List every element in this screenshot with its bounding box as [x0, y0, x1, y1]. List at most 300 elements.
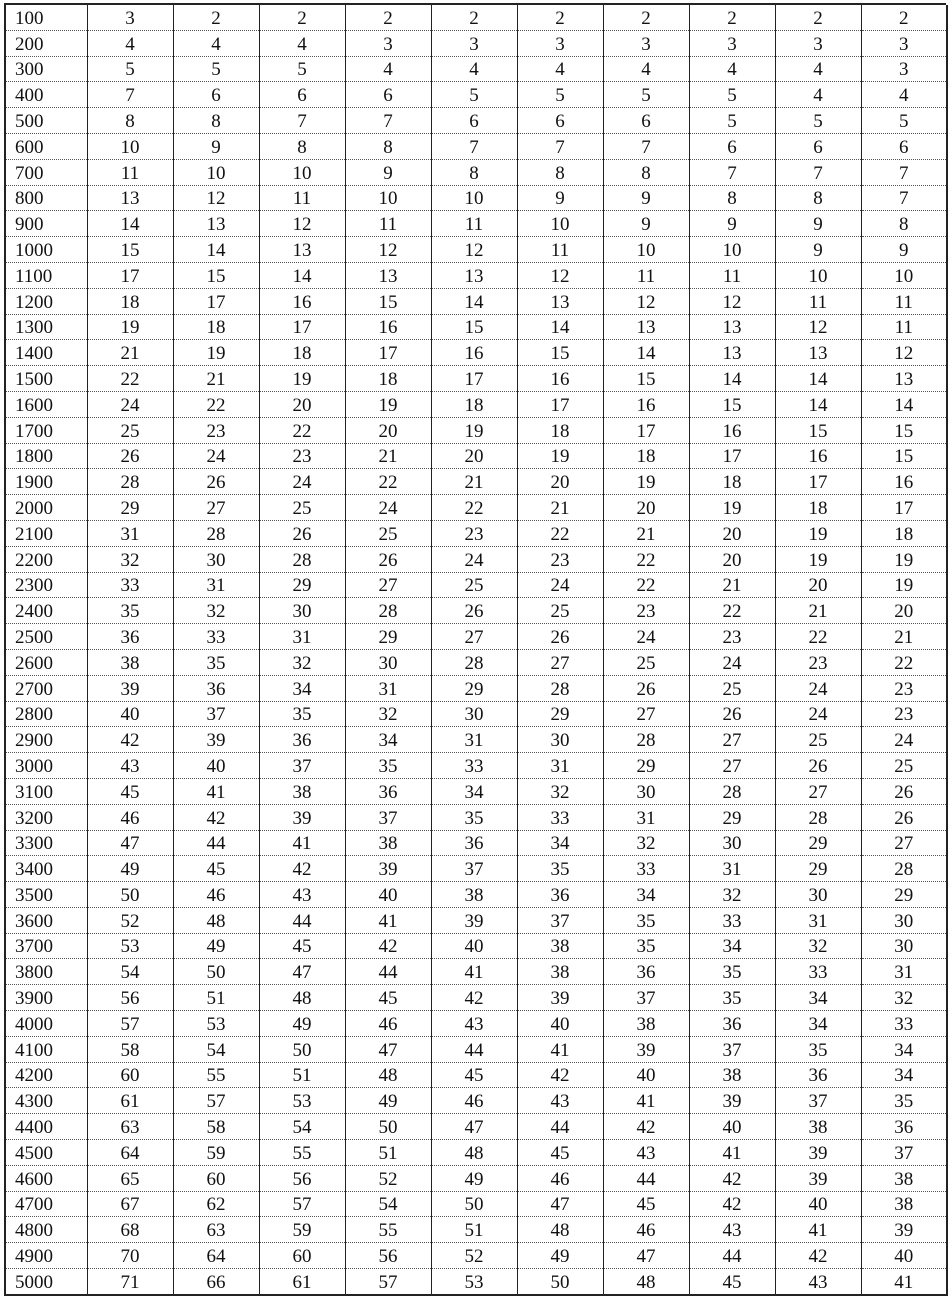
table-cell: 53 [259, 1088, 345, 1114]
table-cell: 13 [861, 366, 947, 392]
table-row [5, 30, 947, 56]
table-cell: 19 [861, 546, 947, 572]
table-cell: 46 [87, 804, 173, 830]
table-cell: 36 [87, 624, 173, 650]
table-cell: 11 [517, 237, 603, 263]
table-cell: 37 [603, 985, 689, 1011]
table-cell: 15 [775, 417, 861, 443]
row-key-cell: 100 [5, 5, 87, 30]
table-cell: 4 [87, 30, 173, 56]
table-cell: 2 [431, 5, 517, 30]
table-cell: 18 [259, 340, 345, 366]
table-cell: 11 [775, 288, 861, 314]
table-cell: 42 [603, 1114, 689, 1140]
table-cell: 34 [861, 1062, 947, 1088]
table-cell: 13 [173, 211, 259, 237]
table-cell: 40 [517, 1011, 603, 1037]
table-cell: 11 [861, 288, 947, 314]
table-cell: 57 [173, 1088, 259, 1114]
table-row [5, 1088, 947, 1114]
table-cell: 12 [689, 288, 775, 314]
table-row [5, 288, 947, 314]
table-cell: 45 [431, 1062, 517, 1088]
table-cell: 23 [775, 649, 861, 675]
table-cell: 17 [861, 495, 947, 521]
table-cell: 45 [517, 1140, 603, 1166]
table-cell: 27 [603, 701, 689, 727]
table-cell: 20 [861, 598, 947, 624]
table-row [5, 340, 947, 366]
table-cell: 27 [173, 495, 259, 521]
table-cell: 22 [603, 572, 689, 598]
table-cell: 6 [775, 133, 861, 159]
table-cell: 13 [259, 237, 345, 263]
table-cell: 7 [87, 82, 173, 108]
table-cell: 31 [861, 959, 947, 985]
table-cell: 49 [87, 856, 173, 882]
table-cell: 61 [259, 1269, 345, 1295]
row-key-cell: 1200 [5, 288, 87, 314]
table-cell: 56 [259, 1165, 345, 1191]
table-cell: 30 [173, 546, 259, 572]
table-cell: 25 [431, 572, 517, 598]
table-cell: 3 [861, 30, 947, 56]
table-cell: 9 [603, 185, 689, 211]
table-cell: 7 [345, 108, 431, 134]
table-cell: 46 [173, 882, 259, 908]
table-cell: 48 [431, 1140, 517, 1166]
row-key-cell: 1300 [5, 314, 87, 340]
table-row [5, 546, 947, 572]
table-cell: 15 [861, 443, 947, 469]
table-cell: 9 [345, 159, 431, 185]
table-cell: 6 [689, 133, 775, 159]
table-row [5, 701, 947, 727]
table-row [5, 82, 947, 108]
table-cell: 57 [345, 1269, 431, 1295]
table-cell: 26 [431, 598, 517, 624]
table-row [5, 391, 947, 417]
table-cell: 15 [689, 391, 775, 417]
table-cell: 3 [87, 5, 173, 30]
table-row [5, 262, 947, 288]
table-cell: 8 [603, 159, 689, 185]
table-cell: 71 [87, 1269, 173, 1295]
table-cell: 17 [775, 469, 861, 495]
table-row [5, 366, 947, 392]
table-cell: 25 [861, 753, 947, 779]
table-cell: 29 [775, 830, 861, 856]
table-cell: 6 [517, 108, 603, 134]
table-cell: 21 [775, 598, 861, 624]
table-cell: 16 [517, 366, 603, 392]
table-cell: 6 [861, 133, 947, 159]
row-key-cell: 4600 [5, 1165, 87, 1191]
table-cell: 50 [345, 1114, 431, 1140]
table-cell: 8 [259, 133, 345, 159]
table-row [5, 1114, 947, 1140]
table-cell: 43 [517, 1088, 603, 1114]
table-cell: 39 [603, 1036, 689, 1062]
table-cell: 50 [87, 882, 173, 908]
table-cell: 38 [87, 649, 173, 675]
table-cell: 18 [173, 314, 259, 340]
table-cell: 39 [775, 1165, 861, 1191]
table-cell: 9 [861, 237, 947, 263]
table-cell: 43 [603, 1140, 689, 1166]
table-cell: 46 [431, 1088, 517, 1114]
table-cell: 28 [87, 469, 173, 495]
table-cell: 9 [517, 185, 603, 211]
table-cell: 33 [87, 572, 173, 598]
table-cell: 29 [603, 753, 689, 779]
row-key-cell: 3100 [5, 778, 87, 804]
table-cell: 17 [87, 262, 173, 288]
table-cell: 27 [345, 572, 431, 598]
table-cell: 31 [775, 907, 861, 933]
table-cell: 19 [173, 340, 259, 366]
row-key-cell: 4700 [5, 1191, 87, 1217]
table-cell: 4 [775, 56, 861, 82]
table-cell: 24 [689, 649, 775, 675]
table-cell: 41 [345, 907, 431, 933]
table-cell: 15 [603, 366, 689, 392]
table-cell: 4 [259, 30, 345, 56]
table-cell: 2 [603, 5, 689, 30]
table-cell: 42 [259, 856, 345, 882]
table-cell: 39 [259, 804, 345, 830]
table-cell: 3 [689, 30, 775, 56]
table-cell: 22 [173, 391, 259, 417]
table-cell: 8 [345, 133, 431, 159]
table-cell: 10 [345, 185, 431, 211]
table-cell: 19 [603, 469, 689, 495]
table-cell: 35 [603, 907, 689, 933]
table-cell: 19 [775, 520, 861, 546]
table-cell: 41 [603, 1088, 689, 1114]
table-cell: 40 [689, 1114, 775, 1140]
row-key-cell: 2300 [5, 572, 87, 598]
table-cell: 22 [259, 417, 345, 443]
table-cell: 47 [345, 1036, 431, 1062]
table-cell: 7 [259, 108, 345, 134]
table-cell: 26 [861, 804, 947, 830]
table-cell: 22 [861, 649, 947, 675]
row-key-cell: 3300 [5, 830, 87, 856]
table-cell: 12 [345, 237, 431, 263]
table-cell: 18 [345, 366, 431, 392]
table-cell: 41 [431, 959, 517, 985]
table-cell: 25 [87, 417, 173, 443]
table-cell: 5 [689, 82, 775, 108]
table-cell: 19 [517, 443, 603, 469]
table-cell: 5 [431, 82, 517, 108]
table-cell: 28 [603, 727, 689, 753]
table-cell: 14 [775, 391, 861, 417]
table-cell: 32 [173, 598, 259, 624]
table-row [5, 753, 947, 779]
table-cell: 39 [689, 1088, 775, 1114]
row-key-cell: 3200 [5, 804, 87, 830]
table-cell: 19 [861, 572, 947, 598]
table-cell: 35 [345, 753, 431, 779]
table-cell: 48 [345, 1062, 431, 1088]
row-key-cell: 300 [5, 56, 87, 82]
table-cell: 24 [775, 701, 861, 727]
table-cell: 47 [603, 1243, 689, 1269]
table-cell: 53 [87, 933, 173, 959]
table-cell: 39 [87, 675, 173, 701]
table-cell: 44 [345, 959, 431, 985]
table-cell: 24 [173, 443, 259, 469]
table-cell: 38 [603, 1011, 689, 1037]
table-cell: 24 [259, 469, 345, 495]
table-cell: 23 [689, 624, 775, 650]
row-key-cell: 400 [5, 82, 87, 108]
table-cell: 41 [517, 1036, 603, 1062]
table-cell: 27 [861, 830, 947, 856]
table-cell: 3 [861, 56, 947, 82]
table-cell: 42 [689, 1191, 775, 1217]
table-cell: 37 [517, 907, 603, 933]
table-cell: 24 [603, 624, 689, 650]
table-cell: 44 [431, 1036, 517, 1062]
table-cell: 23 [259, 443, 345, 469]
table-cell: 58 [173, 1114, 259, 1140]
table-cell: 27 [689, 753, 775, 779]
row-key-cell: 3700 [5, 933, 87, 959]
row-key-cell: 1600 [5, 391, 87, 417]
table-cell: 19 [431, 417, 517, 443]
table-cell: 21 [173, 366, 259, 392]
table-cell: 63 [87, 1114, 173, 1140]
table-cell: 67 [87, 1191, 173, 1217]
table-cell: 20 [603, 495, 689, 521]
table-cell: 31 [87, 520, 173, 546]
table-cell: 4 [431, 56, 517, 82]
row-key-cell: 800 [5, 185, 87, 211]
table-cell: 54 [345, 1191, 431, 1217]
table-cell: 4 [775, 82, 861, 108]
table-cell: 10 [775, 262, 861, 288]
table-cell: 20 [517, 469, 603, 495]
table-cell: 54 [173, 1036, 259, 1062]
table-cell: 7 [861, 185, 947, 211]
table-cell: 52 [87, 907, 173, 933]
table-row [5, 417, 947, 443]
table-cell: 51 [431, 1217, 517, 1243]
table-cell: 49 [517, 1243, 603, 1269]
table-cell: 25 [517, 598, 603, 624]
table-cell: 20 [689, 520, 775, 546]
table-cell: 18 [775, 495, 861, 521]
table-row [5, 520, 947, 546]
table-cell: 57 [259, 1191, 345, 1217]
table-cell: 32 [775, 933, 861, 959]
table-cell: 24 [861, 727, 947, 753]
table-cell: 25 [775, 727, 861, 753]
table-cell: 64 [173, 1243, 259, 1269]
table-cell: 14 [861, 391, 947, 417]
table-cell: 5 [689, 108, 775, 134]
table-row [5, 1062, 947, 1088]
table-cell: 26 [689, 701, 775, 727]
table-cell: 6 [259, 82, 345, 108]
table-cell: 7 [517, 133, 603, 159]
table-cell: 54 [259, 1114, 345, 1140]
table-cell: 29 [689, 804, 775, 830]
row-key-cell: 1500 [5, 366, 87, 392]
table-cell: 15 [345, 288, 431, 314]
table-row [5, 185, 947, 211]
table-cell: 18 [689, 469, 775, 495]
table-cell: 33 [431, 753, 517, 779]
table-cell: 35 [689, 985, 775, 1011]
table-cell: 31 [259, 624, 345, 650]
table-cell: 16 [861, 469, 947, 495]
table-cell: 22 [87, 366, 173, 392]
table-cell: 40 [431, 933, 517, 959]
table-cell: 3 [431, 30, 517, 56]
table-cell: 35 [259, 701, 345, 727]
table-cell: 56 [87, 985, 173, 1011]
table-cell: 8 [431, 159, 517, 185]
table-cell: 43 [259, 882, 345, 908]
table-cell: 5 [517, 82, 603, 108]
table-row [5, 985, 947, 1011]
table-cell: 35 [861, 1088, 947, 1114]
table-cell: 36 [259, 727, 345, 753]
table-cell: 11 [259, 185, 345, 211]
table-row [5, 882, 947, 908]
table-cell: 27 [517, 649, 603, 675]
row-key-cell: 4000 [5, 1011, 87, 1037]
row-key-cell: 1100 [5, 262, 87, 288]
table-cell: 26 [603, 675, 689, 701]
table-cell: 63 [173, 1217, 259, 1243]
table-cell: 41 [775, 1217, 861, 1243]
table-row [5, 495, 947, 521]
table-cell: 18 [87, 288, 173, 314]
table-cell: 34 [345, 727, 431, 753]
table-cell: 22 [603, 546, 689, 572]
table-cell: 7 [861, 159, 947, 185]
table-cell: 25 [689, 675, 775, 701]
table-cell: 28 [259, 546, 345, 572]
table-cell: 40 [861, 1243, 947, 1269]
table-cell: 12 [517, 262, 603, 288]
row-key-cell: 1700 [5, 417, 87, 443]
table-row [5, 159, 947, 185]
table-cell: 9 [689, 211, 775, 237]
table-cell: 21 [603, 520, 689, 546]
table-row [5, 211, 947, 237]
table-cell: 36 [173, 675, 259, 701]
table-cell: 40 [345, 882, 431, 908]
table-row [5, 1165, 947, 1191]
table-cell: 61 [87, 1088, 173, 1114]
table-cell: 59 [173, 1140, 259, 1166]
table-cell: 7 [689, 159, 775, 185]
table-cell: 54 [87, 959, 173, 985]
table-cell: 55 [259, 1140, 345, 1166]
table-cell: 57 [87, 1011, 173, 1037]
table-cell: 10 [689, 237, 775, 263]
table-cell: 52 [345, 1165, 431, 1191]
table-cell: 48 [173, 907, 259, 933]
table-row [5, 598, 947, 624]
table-cell: 21 [345, 443, 431, 469]
table-cell: 30 [689, 830, 775, 856]
table-cell: 13 [689, 340, 775, 366]
table-cell: 7 [431, 133, 517, 159]
table-cell: 34 [861, 1036, 947, 1062]
table-cell: 19 [345, 391, 431, 417]
table-cell: 40 [173, 753, 259, 779]
table-cell: 25 [259, 495, 345, 521]
row-key-cell: 3900 [5, 985, 87, 1011]
row-key-cell: 600 [5, 133, 87, 159]
table-cell: 56 [345, 1243, 431, 1269]
row-key-cell: 2900 [5, 727, 87, 753]
table-cell: 5 [861, 108, 947, 134]
table-cell: 52 [431, 1243, 517, 1269]
table-cell: 30 [861, 933, 947, 959]
table-cell: 49 [173, 933, 259, 959]
table-cell: 20 [775, 572, 861, 598]
table-cell: 34 [775, 985, 861, 1011]
table-cell: 32 [517, 778, 603, 804]
table-cell: 46 [603, 1217, 689, 1243]
table-cell: 16 [259, 288, 345, 314]
table-cell: 28 [345, 598, 431, 624]
table-cell: 8 [689, 185, 775, 211]
table-row [5, 1243, 947, 1269]
table-cell: 44 [173, 830, 259, 856]
table-cell: 29 [431, 675, 517, 701]
table-cell: 44 [259, 907, 345, 933]
row-key-cell: 900 [5, 211, 87, 237]
table-cell: 45 [345, 985, 431, 1011]
table-cell: 5 [87, 56, 173, 82]
table-cell: 26 [87, 443, 173, 469]
table-cell: 29 [87, 495, 173, 521]
table-cell: 44 [689, 1243, 775, 1269]
table-cell: 33 [689, 907, 775, 933]
table-cell: 26 [861, 778, 947, 804]
table-cell: 30 [517, 727, 603, 753]
table-cell: 2 [689, 5, 775, 30]
table-row [5, 727, 947, 753]
table-cell: 43 [775, 1269, 861, 1295]
table-cell: 11 [603, 262, 689, 288]
table-cell: 17 [259, 314, 345, 340]
table-cell: 4 [603, 56, 689, 82]
table-cell: 13 [431, 262, 517, 288]
table-cell: 42 [345, 933, 431, 959]
table-cell: 18 [517, 417, 603, 443]
row-key-cell: 4100 [5, 1036, 87, 1062]
table-cell: 19 [87, 314, 173, 340]
row-key-cell: 4200 [5, 1062, 87, 1088]
table-cell: 2 [345, 5, 431, 30]
table-cell: 45 [173, 856, 259, 882]
row-key-cell: 3500 [5, 882, 87, 908]
table-cell: 13 [775, 340, 861, 366]
table-cell: 38 [259, 778, 345, 804]
table-cell: 24 [345, 495, 431, 521]
table-cell: 20 [689, 546, 775, 572]
